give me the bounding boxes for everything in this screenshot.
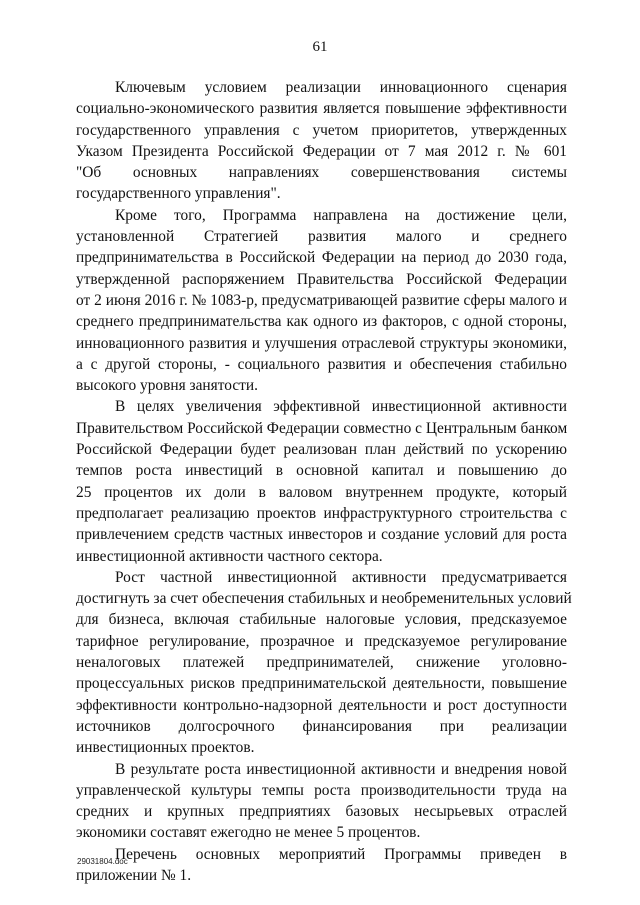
text-line: "Об основных направлениях совершенствования системы [76,164,567,182]
text-line: социально-экономического развития является повышение эффективности [76,100,567,118]
text-line: В целях увеличения эффективной инвестиционной активности [115,398,567,416]
text-line: экономики составят ежегодно не менее 5 процентов. [76,824,421,842]
document-body [76,77,572,886]
text-line: привлечением средств частных инвесторов и создание условий для роста [76,526,567,544]
text-line: Перечень основных мероприятий Программы приведен в [115,845,567,863]
paragraph [76,205,567,397]
text-line: для бизнеса, включая стабильные налоговые условия, предсказуемое [76,611,567,629]
text-line: среднего предпринимательства как одного из факторов, с одной стороны, [76,313,567,331]
text-line: предполагает реализацию проектов инфраструктурного строительства с [76,504,567,522]
text-line: источников долгосрочного финансирования при реализации [76,717,567,735]
text-line: утвержденной распоряжением Правительства Российской Федерации [76,270,567,288]
text-line: Российской Федерации будет реализован план действий по ускорению [76,441,567,459]
file-name-footer: 29031804.doc [77,857,128,866]
text-line: неналоговых платежей предпринимателей, снижение уголовно- [76,654,567,672]
paragraph [76,844,567,887]
text-line: инвестиционной активности частного сектора. [76,547,383,565]
text-line: высокого уровня занятости. [76,377,258,395]
text-line: Ключевым условием реализации инновационного сценария [115,79,567,96]
text-line: государственного управления с учетом приоритетов, утвержденных [76,121,567,139]
paragraph [76,759,567,844]
text-line: инвестиционных проектов. [76,739,255,757]
text-line: предпринимательства в Российской Федерации на период до 2030 года, [76,249,567,267]
text-line: достигнуть за счет обеспечения стабильных и необременительных условий [76,590,572,608]
text-line: государственного управления". [76,185,281,203]
text-line: приложении № 1. [76,866,192,884]
text-line: Рост частной инвестиционной активности предусматривается [115,568,567,586]
text-line: инновационного развития и улучшения отраслевой структуры экономики, [76,334,567,352]
text-line: тарифное регулирование, прозрачное и предсказуемое регулирование [76,632,567,650]
paragraph [76,77,567,205]
paragraph [76,396,567,566]
text-line: Правительством Российской Федерации совместно с Центральным банком [76,419,568,437]
text-line: Кроме того, Программа направлена на достижение цели, [115,206,567,224]
page-number: 61 [312,39,328,55]
text-line: В результате роста инвестиционной активности и внедрения новой [115,760,567,778]
text-line: эффективности контрольно-надзорной деятельности и рост доступности [76,696,567,714]
text-line: от 2 июня 2016 г. № 1083-р, предусматривающей развитие сферы малого и [76,291,567,309]
text-line: Указом Президента Российской Федерации от 7 мая 2012 г. № 601 [76,142,567,160]
text-line: темпов роста инвестиций в основной капитал и повышению до [76,462,567,480]
text-line: процессуальных рисков предпринимательской деятельности, повышение [76,675,567,693]
text-line: 25 процентов их доли в валовом внутреннем продукте, который [76,483,567,501]
text-line: средних и крупных предприятиях базовых несырьевых отраслей [76,803,567,821]
text-line: управленческой культуры темпы роста производительности труда на [76,781,567,799]
text-line: установленной Стратегией развития малого и среднего [76,228,567,246]
text-line: а с другой стороны, - социального развития и обеспечения стабильно [76,355,567,373]
paragraph [76,567,572,759]
